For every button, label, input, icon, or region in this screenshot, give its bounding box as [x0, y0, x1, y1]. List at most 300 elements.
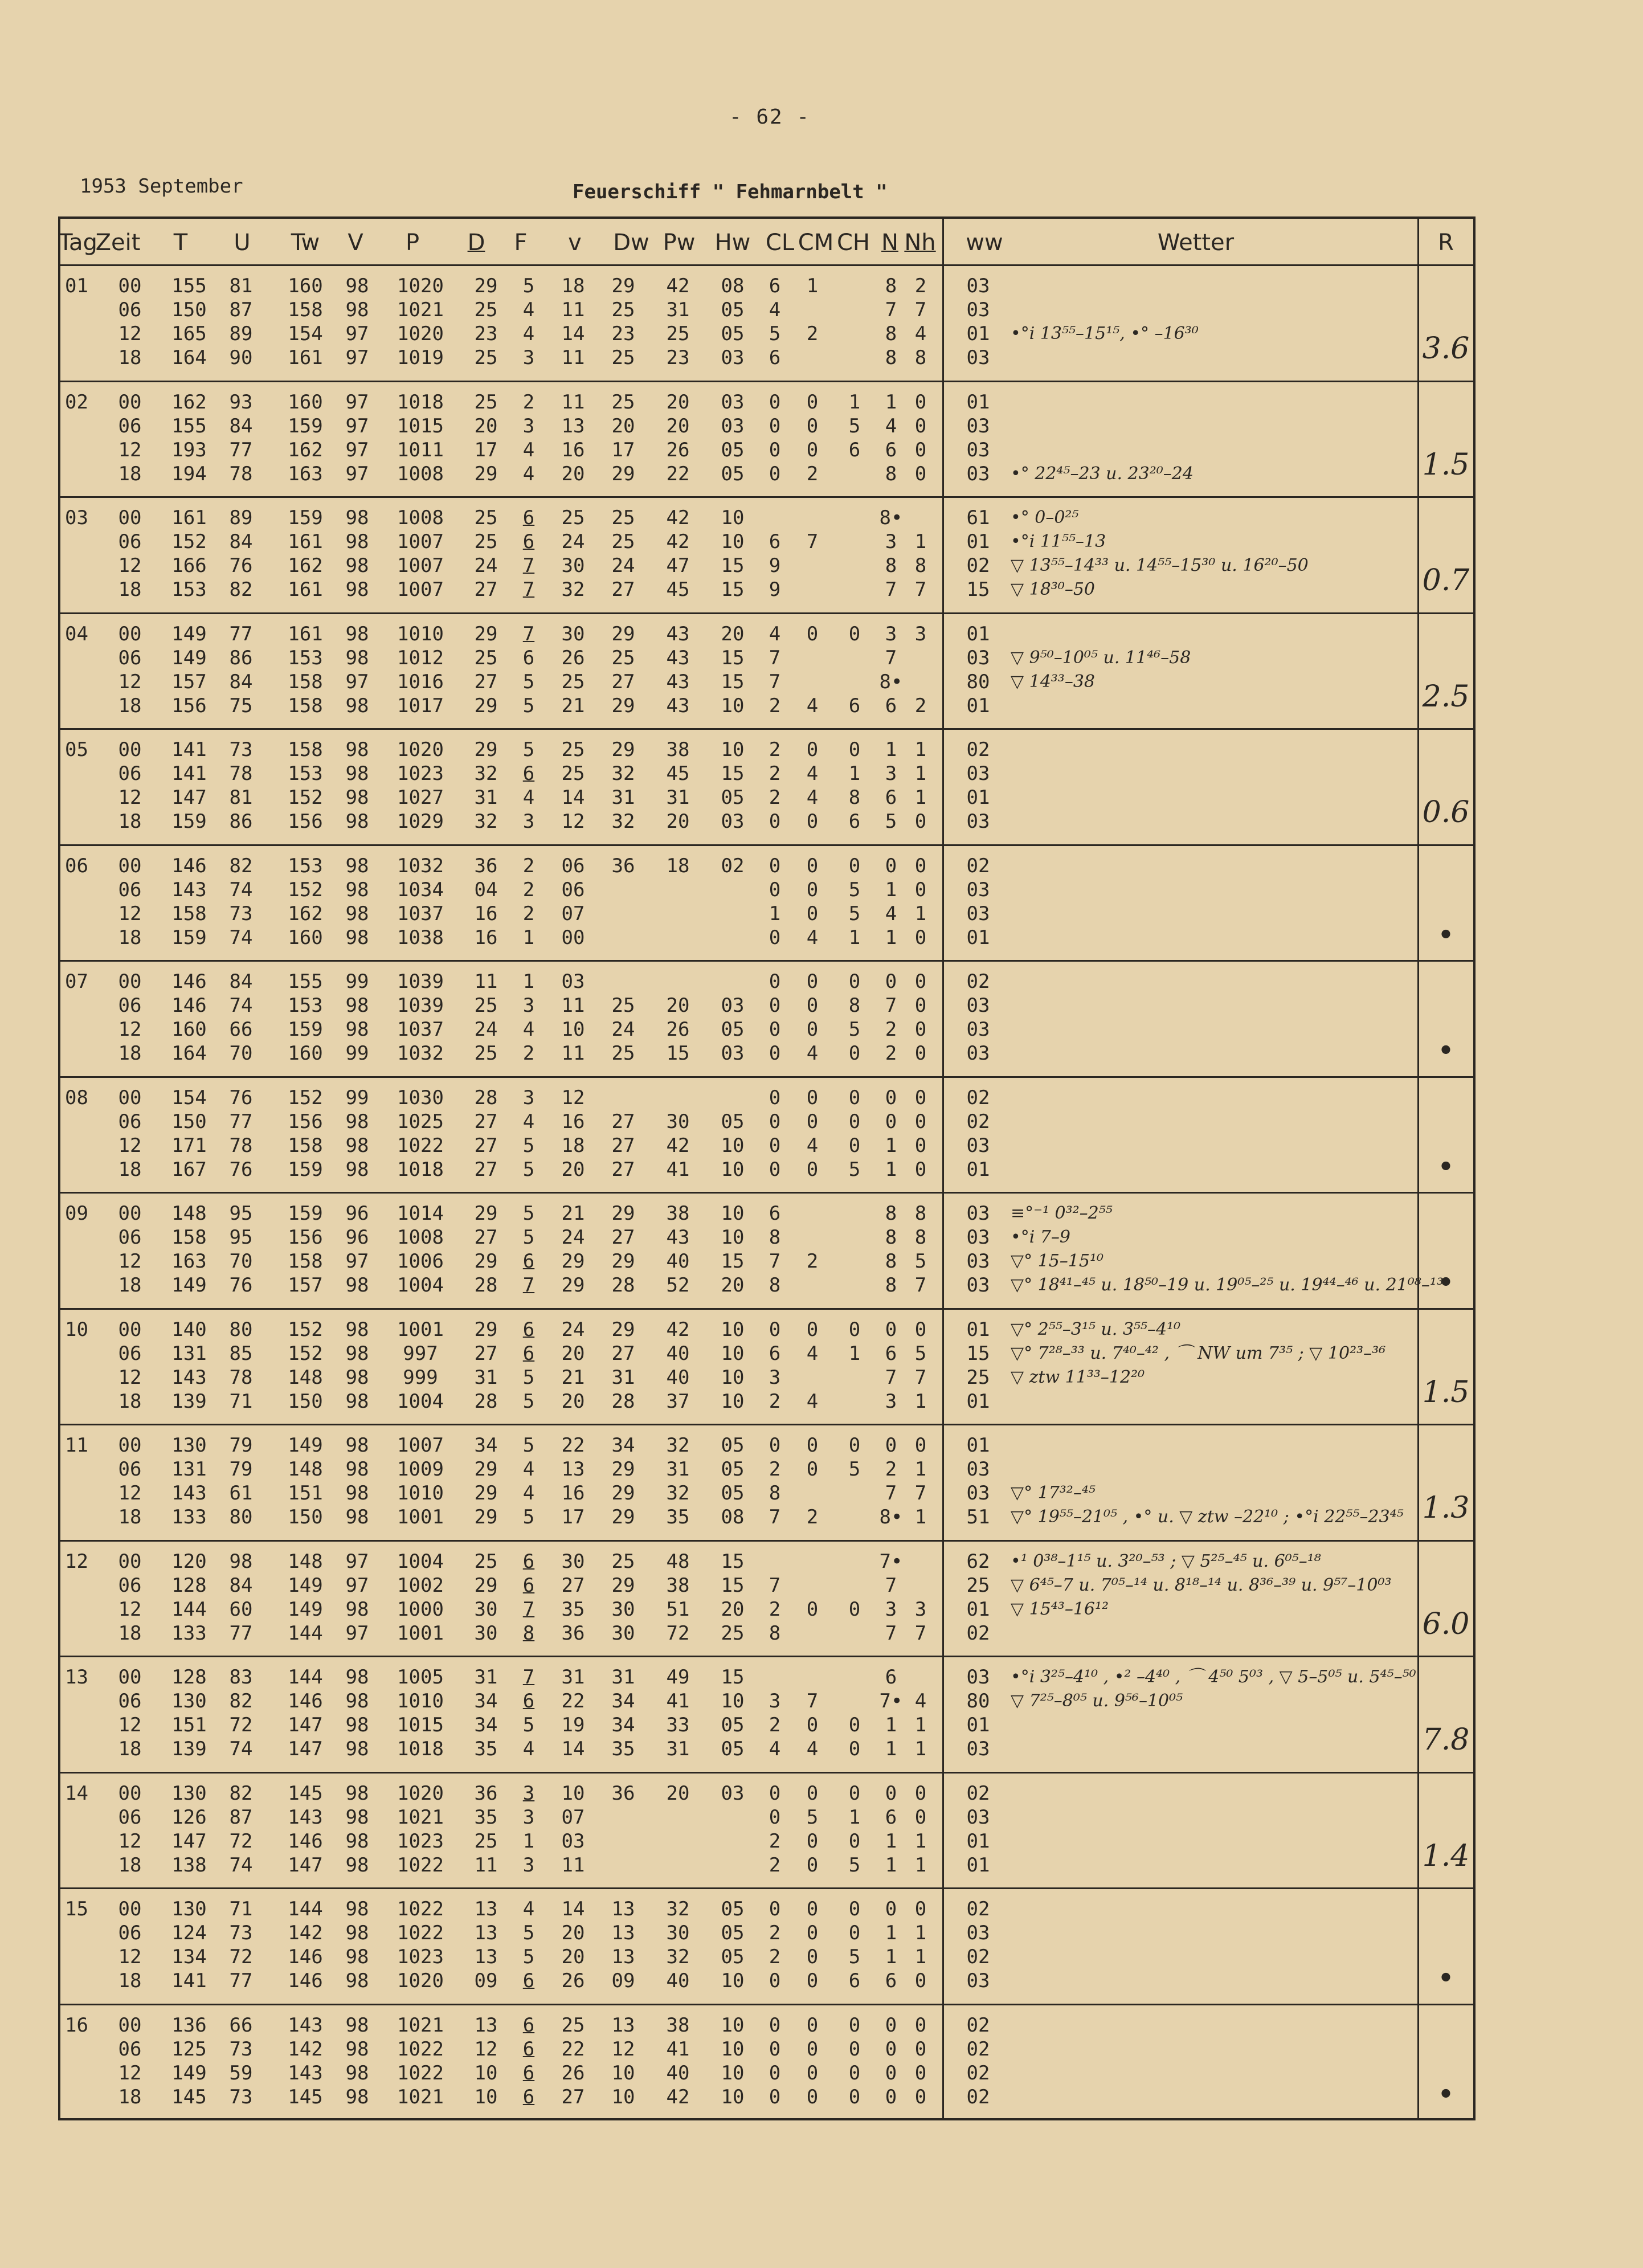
table-cell: 74 — [229, 878, 253, 901]
table-cell: 13 — [561, 1458, 585, 1481]
table-cell: 00 — [118, 390, 142, 414]
table-cell: 97 — [345, 1250, 369, 1273]
table-cell: 97 — [345, 346, 369, 369]
table-cell: 70 — [229, 1250, 253, 1273]
table-cell: 28 — [474, 1274, 498, 1297]
table-cell: 8 — [885, 1274, 897, 1297]
header-u: U — [234, 230, 251, 256]
table-cell: 25 — [611, 299, 635, 321]
table-cell: 0 — [914, 2085, 927, 2108]
table-cell: 0 — [806, 970, 819, 993]
weather-remark: •°i 7–9 — [1011, 1227, 1070, 1247]
table-cell: 00 — [118, 1550, 142, 1573]
table-cell: 3 — [885, 762, 897, 785]
table-cell: 05 — [721, 438, 745, 461]
table-cell: 0 — [769, 462, 781, 485]
table-cell: 98 — [345, 1805, 369, 1829]
table-cell: 1006 — [397, 1250, 444, 1273]
table-cell: 76 — [229, 1086, 253, 1109]
table-cell: 1010 — [397, 1482, 444, 1505]
table-cell: 42 — [666, 275, 690, 297]
table-cell: 30 — [561, 1550, 585, 1573]
header-tag: Tag — [59, 230, 97, 256]
table-cell: 20 — [561, 1922, 585, 1944]
table-cell: 38 — [666, 1574, 690, 1597]
table-cell: 4 — [522, 1110, 535, 1133]
table-cell: 12 — [118, 1482, 142, 1505]
table-cell: 7 — [522, 1597, 535, 1621]
table-cell: 01 — [966, 1829, 990, 1853]
table-cell: 84 — [229, 414, 253, 438]
table-cell: 0 — [769, 1158, 781, 1181]
table-cell: 40 — [666, 1342, 690, 1365]
table-cell: 81 — [229, 786, 253, 809]
table-cell: 0 — [848, 1597, 861, 1621]
table-cell: 31 — [474, 1366, 498, 1389]
table-cell: 29 — [561, 1250, 585, 1273]
table-cell: 124 — [171, 1922, 207, 1944]
table-cell: 61 — [229, 1482, 253, 1505]
table-cell: 82 — [229, 854, 253, 877]
day-divider — [60, 381, 1473, 382]
weather-remark: ▽ 9⁵⁰–10⁰⁵ u. 11⁴⁶–58 — [1011, 647, 1191, 668]
table-cell: 06 — [118, 1226, 142, 1249]
table-cell: 143 — [288, 1805, 323, 1829]
table-cell: 18 — [118, 2085, 142, 2108]
table-cell: 0 — [769, 1434, 781, 1457]
table-cell: 8 — [769, 1274, 781, 1297]
table-cell: 156 — [288, 810, 323, 833]
table-cell: 98 — [345, 506, 369, 529]
table-cell: 0 — [769, 2061, 781, 2085]
table-cell: 2 — [885, 1018, 897, 1041]
table-cell: 10 — [611, 2061, 635, 2085]
table-cell: 155 — [171, 275, 207, 297]
table-cell: 10 — [721, 2061, 745, 2085]
table-cell: 194 — [171, 462, 207, 485]
table-cell: 03 — [966, 1226, 990, 1249]
table-cell: 20 — [721, 622, 745, 645]
header-wetter: Wetter — [1157, 230, 1235, 256]
table-cell: 35 — [666, 1506, 690, 1529]
table-cell: 12 — [118, 1018, 142, 1041]
table-cell: 24 — [561, 1318, 585, 1341]
table-cell: 87 — [229, 1805, 253, 1829]
table-cell: 31 — [611, 1666, 635, 1689]
table-cell: 0 — [806, 414, 819, 438]
table-cell: 98 — [345, 1666, 369, 1689]
table-cell: 146 — [288, 1969, 323, 1992]
table-cell: 5 — [522, 1158, 535, 1181]
table-cell: 08 — [721, 1506, 745, 1529]
table-cell: 6 — [885, 1969, 897, 1992]
precipitation-value: • — [1437, 1266, 1455, 1300]
table-cell: 5 — [522, 670, 535, 693]
weather-remark: ▽ 18³⁰–50 — [1011, 579, 1096, 599]
table-cell: 161 — [288, 530, 323, 553]
table-cell: 1 — [885, 878, 897, 901]
table-cell: 6 — [769, 1202, 781, 1225]
table-cell: 98 — [345, 1946, 369, 1968]
table-cell: 80 — [966, 670, 990, 693]
table-cell: 0 — [848, 1134, 861, 1157]
table-cell: 162 — [171, 390, 207, 414]
table-cell: 155 — [288, 970, 323, 993]
weather-remark: •°i 13⁵⁵–15¹⁵, •° –16³⁰ — [1011, 324, 1199, 344]
table-cell: 0 — [806, 1086, 819, 1109]
table-cell: 32 — [561, 578, 585, 601]
table-cell: 153 — [288, 854, 323, 877]
table-cell: 128 — [171, 1574, 207, 1597]
table-cell: 11 — [561, 390, 585, 414]
table-cell: 24 — [474, 554, 498, 577]
table-cell: 03 — [721, 1781, 745, 1805]
table-cell: 0 — [914, 810, 927, 833]
table-cell: 18 — [118, 346, 142, 369]
table-cell: 00 — [118, 738, 142, 761]
table-cell: 1038 — [397, 926, 444, 949]
table-cell: 153 — [288, 646, 323, 669]
table-cell: 147 — [288, 1738, 323, 1760]
table-cell: 0 — [806, 1922, 819, 1944]
table-cell: 1020 — [397, 738, 444, 761]
table-cell: 32 — [666, 1482, 690, 1505]
table-cell: 7 — [914, 1366, 927, 1389]
table-cell: 131 — [171, 1342, 207, 1365]
table-cell: 6 — [522, 762, 535, 785]
table-cell: 3 — [522, 414, 535, 438]
table-cell: 06 — [118, 878, 142, 901]
table-cell: 03 — [966, 1922, 990, 1944]
table-cell: 03 — [721, 1042, 745, 1065]
table-cell: 18 — [118, 810, 142, 833]
table-cell: 18 — [666, 854, 690, 877]
day-divider — [60, 612, 1473, 614]
table-cell: 149 — [288, 1597, 323, 1621]
table-cell: 13 — [611, 1946, 635, 1968]
table-cell: 1015 — [397, 414, 444, 438]
table-cell: 98 — [345, 854, 369, 877]
table-cell: 6 — [522, 530, 535, 553]
table-cell: 29 — [474, 1250, 498, 1273]
table-cell: 03 — [721, 390, 745, 414]
table-cell: 29 — [474, 1482, 498, 1505]
table-cell: 0 — [769, 878, 781, 901]
table-cell: 20 — [721, 1597, 745, 1621]
table-cell: 29 — [611, 275, 635, 297]
table-cell: 98 — [345, 762, 369, 785]
table-cell: 04 — [474, 878, 498, 901]
table-cell: 43 — [666, 670, 690, 693]
table-cell: 4 — [522, 1018, 535, 1041]
table-cell: 71 — [229, 1390, 253, 1413]
table-cell: 84 — [229, 1574, 253, 1597]
table-cell: 1023 — [397, 762, 444, 785]
table-cell: 97 — [345, 1550, 369, 1573]
table-cell: 0 — [806, 622, 819, 645]
table-cell: 14 — [561, 322, 585, 345]
table-cell: 0 — [769, 1042, 781, 1065]
table-cell: 1 — [914, 1506, 927, 1529]
table-cell: 167 — [171, 1158, 207, 1181]
table-cell: 8 — [914, 346, 927, 369]
table-cell: 1021 — [397, 299, 444, 321]
table-cell: 5 — [848, 902, 861, 925]
table-cell: 29 — [611, 1574, 635, 1597]
weather-remark: ▽° 18⁴¹–⁴⁵ u. 18⁵⁰–19 u. 19⁰⁵–²⁵ u. 19⁴⁴–⁴⁶ u. 21⁰⁸–¹³ — [1011, 1275, 1444, 1295]
table-cell: 06 — [561, 854, 585, 877]
table-cell: 05 — [721, 1946, 745, 1968]
table-cell: 34 — [474, 1690, 498, 1713]
table-cell: 0 — [914, 1898, 927, 1920]
table-cell: 136 — [171, 2013, 207, 2037]
table-cell: 0 — [806, 902, 819, 925]
table-cell: 22 — [561, 1434, 585, 1457]
table-cell: 15 — [966, 578, 990, 601]
table-cell: 10 — [561, 1781, 585, 1805]
table-cell: 42 — [666, 530, 690, 553]
table-cell: 07 — [561, 1805, 585, 1829]
weather-remark: ▽° 7²⁸–³³ u. 7⁴⁰–⁴² , ⌒ NW um 7³⁵ ; ▽ 10²³–³⁶ — [1011, 1343, 1386, 1363]
table-cell: 32 — [474, 810, 498, 833]
table-cell: 98 — [345, 1922, 369, 1944]
weather-remark: ▽ 13⁵⁵–14³³ u. 14⁵⁵–15³⁰ u. 16²⁰–50 — [1011, 555, 1309, 575]
table-cell: 84 — [229, 670, 253, 693]
table-cell: 5 — [914, 1342, 927, 1365]
table-cell: 0 — [914, 2061, 927, 2085]
table-cell: 147 — [171, 1829, 207, 1853]
table-cell: 2 — [769, 762, 781, 785]
table-cell: 15 — [721, 1574, 745, 1597]
table-cell: 2 — [885, 1458, 897, 1481]
table-cell: 98 — [345, 878, 369, 901]
table-cell: 24 — [611, 554, 635, 577]
table-cell: 19 — [561, 1714, 585, 1736]
table-cell: 06 — [118, 1690, 142, 1713]
table-cell: 152 — [288, 1342, 323, 1365]
table-cell: 0 — [806, 738, 819, 761]
table-cell: 3 — [522, 346, 535, 369]
table-cell: 18 — [118, 1853, 142, 1877]
table-cell: 2 — [522, 878, 535, 901]
weather-remark: •°i 11⁵⁵–13 — [1011, 532, 1106, 551]
table-cell: 0 — [885, 854, 897, 877]
table-cell: 4 — [914, 1690, 927, 1713]
table-cell: 51 — [966, 1506, 990, 1529]
precipitation-value: 6.0 — [1422, 1607, 1470, 1641]
table-cell: 7 — [885, 1366, 897, 1389]
table-cell: 32 — [666, 1434, 690, 1457]
table-cell: 0 — [885, 1898, 897, 1920]
table-cell: 5 — [522, 275, 535, 297]
table-cell: 1 — [914, 1829, 927, 1853]
table-cell: 6 — [769, 1342, 781, 1365]
table-cell: 2 — [769, 1390, 781, 1413]
day-label: 02 — [65, 390, 88, 414]
table-cell: 18 — [118, 578, 142, 601]
table-cell: 13 — [474, 2013, 498, 2037]
table-cell: 10 — [721, 1342, 745, 1365]
table-cell: 24 — [561, 530, 585, 553]
table-cell: 76 — [229, 1274, 253, 1297]
table-cell: 6 — [522, 646, 535, 669]
table-cell: 30 — [561, 554, 585, 577]
table-cell: 0 — [806, 1318, 819, 1341]
table-cell: 147 — [288, 1853, 323, 1877]
weather-remark: ≡°⁻¹ 0³²–2⁵⁵ — [1011, 1203, 1113, 1223]
table-cell: 161 — [288, 622, 323, 645]
table-cell: 34 — [474, 1714, 498, 1736]
table-cell: 98 — [345, 1781, 369, 1805]
table-cell: 01 — [966, 786, 990, 809]
table-cell: 0 — [885, 2013, 897, 2037]
table-cell: 3 — [769, 1366, 781, 1389]
table-cell: 26 — [561, 646, 585, 669]
table-cell: 1011 — [397, 438, 444, 461]
table-cell: 70 — [229, 1042, 253, 1065]
table-cell: 8 — [885, 322, 897, 345]
table-cell: 05 — [721, 462, 745, 485]
table-cell: 0 — [806, 810, 819, 833]
table-cell: 06 — [118, 1458, 142, 1481]
table-cell: 27 — [474, 1226, 498, 1249]
table-cell: 7 — [522, 554, 535, 577]
table-cell: 98 — [345, 2061, 369, 2085]
table-cell: 141 — [171, 762, 207, 785]
table-cell: 1039 — [397, 970, 444, 993]
table-cell: 08 — [721, 275, 745, 297]
table-cell: 0 — [848, 738, 861, 761]
table-cell: 5 — [806, 1805, 819, 1829]
table-cell: 1 — [914, 530, 927, 553]
table-cell: 02 — [966, 1898, 990, 1920]
table-cell: 166 — [171, 554, 207, 577]
table-cell: 3 — [885, 530, 897, 553]
table-cell: 0 — [914, 1781, 927, 1805]
table-cell: 160 — [288, 926, 323, 949]
table-cell: 25 — [611, 506, 635, 529]
header-d: D — [467, 230, 485, 256]
table-cell: 1 — [885, 1158, 897, 1181]
table-cell: 29 — [474, 738, 498, 761]
table-cell: 03 — [966, 1805, 990, 1829]
table-cell: 5 — [848, 1946, 861, 1968]
table-cell: 98 — [345, 1738, 369, 1760]
weather-log-table — [58, 216, 1476, 2120]
table-cell: 98 — [345, 1482, 369, 1505]
table-cell: 1001 — [397, 1318, 444, 1341]
table-cell: 31 — [561, 1666, 585, 1689]
table-cell: 1007 — [397, 530, 444, 553]
table-cell: 158 — [288, 738, 323, 761]
table-cell: 43 — [666, 1226, 690, 1249]
table-cell: 98 — [345, 1506, 369, 1529]
table-cell: 15 — [721, 670, 745, 693]
table-cell: 20 — [561, 462, 585, 485]
table-cell: 06 — [118, 994, 142, 1017]
table-cell: 41 — [666, 2037, 690, 2061]
table-cell: 81 — [229, 275, 253, 297]
table-cell: 5 — [522, 694, 535, 717]
table-cell: 40 — [666, 2061, 690, 2085]
table-cell: 4 — [522, 1482, 535, 1505]
table-cell: 18 — [118, 1042, 142, 1065]
table-cell: 7 — [522, 578, 535, 601]
table-cell: 144 — [288, 1621, 323, 1645]
table-cell: 02 — [966, 1621, 990, 1645]
station-label: Feuerschiff " Fehmarnbelt " — [573, 181, 888, 203]
table-cell: 21 — [561, 1366, 585, 1389]
table-cell: 02 — [966, 970, 990, 993]
table-cell: 03 — [966, 438, 990, 461]
table-cell: 98 — [345, 1969, 369, 1992]
table-cell: 40 — [666, 1969, 690, 1992]
table-cell: 22 — [561, 2037, 585, 2061]
weather-remark: ▽° 19⁵⁵–21⁰⁵ , •° u. ▽ ztw –22¹⁰ ; •°i 22⁵⁵–23⁴⁵ — [1011, 1507, 1404, 1527]
table-cell: 146 — [288, 1690, 323, 1713]
table-cell: 143 — [171, 1482, 207, 1505]
table-cell: 0 — [914, 390, 927, 414]
table-cell: 7 — [769, 1506, 781, 1529]
table-cell: 138 — [171, 1853, 207, 1877]
table-cell: 164 — [171, 1042, 207, 1065]
table-cell: 4 — [806, 1738, 819, 1760]
table-cell: 06 — [118, 2037, 142, 2061]
table-cell: 2 — [769, 786, 781, 809]
table-cell: 1001 — [397, 1621, 444, 1645]
table-cell: 120 — [171, 1550, 207, 1573]
table-cell: 49 — [666, 1666, 690, 1689]
table-cell: 1020 — [397, 275, 444, 297]
table-cell: 153 — [288, 994, 323, 1017]
table-cell: 3 — [885, 1390, 897, 1413]
table-cell: 0 — [806, 438, 819, 461]
table-cell: 25 — [474, 646, 498, 669]
table-cell: 47 — [666, 554, 690, 577]
table-cell: 28 — [474, 1390, 498, 1413]
table-cell: 98 — [345, 646, 369, 669]
table-cell: 0 — [806, 2061, 819, 2085]
table-cell: 24 — [611, 1018, 635, 1041]
table-cell: 158 — [288, 1134, 323, 1157]
header-t: T — [173, 230, 188, 256]
table-cell: 18 — [118, 462, 142, 485]
table-cell: 25 — [611, 1550, 635, 1573]
day-divider — [60, 1887, 1473, 1889]
table-cell: 29 — [474, 1574, 498, 1597]
table-cell: 2 — [522, 902, 535, 925]
table-cell: 42 — [666, 506, 690, 529]
table-cell: 1 — [885, 390, 897, 414]
day-label: 16 — [65, 2013, 88, 2037]
table-cell: 27 — [611, 1110, 635, 1133]
table-cell: 6 — [522, 2013, 535, 2037]
table-cell: 76 — [229, 554, 253, 577]
table-cell: 2 — [769, 738, 781, 761]
table-cell: 30 — [474, 1621, 498, 1645]
column-divider — [942, 219, 944, 2118]
table-cell: 27 — [611, 1342, 635, 1365]
table-cell: 20 — [561, 1946, 585, 1968]
table-cell: 3 — [522, 1781, 535, 1805]
table-cell: 12 — [118, 322, 142, 345]
table-cell: 23 — [666, 346, 690, 369]
weather-remark: ▽ 6⁴⁵–7 u. 7⁰⁵–¹⁴ u. 8¹⁸–¹⁴ u. 8³⁶–³⁹ u. 9⁵⁷–10⁰³ — [1011, 1575, 1392, 1595]
table-cell: 97 — [345, 462, 369, 485]
table-cell: 37 — [666, 1390, 690, 1413]
table-cell: 7 — [914, 1482, 927, 1505]
table-cell: 4 — [522, 438, 535, 461]
